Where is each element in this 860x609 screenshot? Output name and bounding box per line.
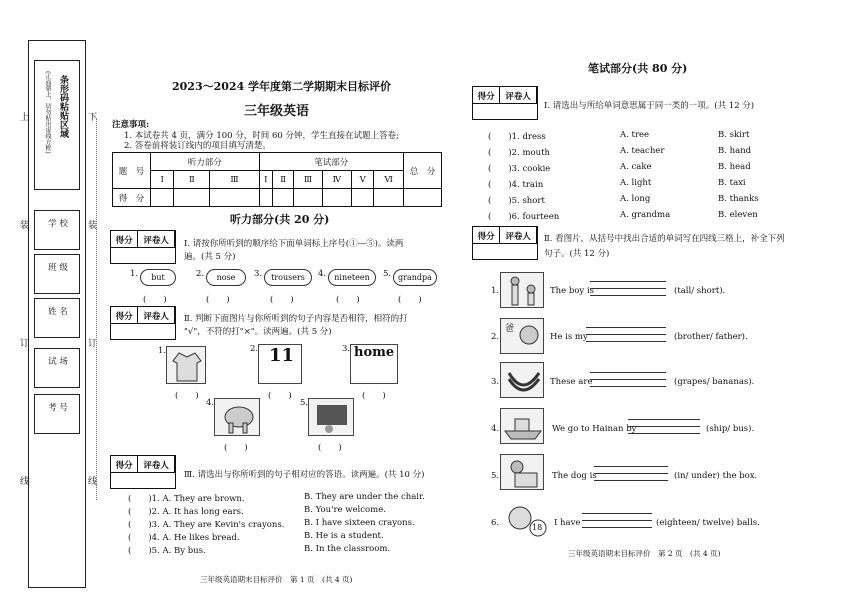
score-box-defen: 得分 [473, 87, 500, 104]
binding-char-zhuang-left: 装 [20, 221, 30, 231]
answer-line [582, 527, 652, 528]
answer-line [590, 386, 666, 387]
class-field[interactable] [34, 254, 80, 294]
option-a: A. tree [620, 130, 650, 140]
score-box-defen: 得分 [111, 456, 138, 473]
exam-room-field[interactable] [34, 348, 80, 388]
pic-num-1: 1. [158, 346, 167, 356]
score-col-l1: Ⅰ [151, 171, 174, 189]
score-cell[interactable] [352, 189, 374, 207]
answer-bracket[interactable]: ( ) [143, 295, 167, 305]
answer-option-b: B. He is a student. [304, 531, 384, 541]
option-a: A. long [620, 194, 651, 204]
answer-line[interactable] [628, 426, 700, 427]
score-cell[interactable] [404, 189, 442, 207]
writing-heading: 笔试部分(共 80 分) [588, 62, 688, 75]
exam-number-label: 考 号 [48, 403, 68, 413]
pic-home-text: home [354, 345, 395, 360]
word-bubble-2: nose [206, 269, 246, 286]
answer-bracket[interactable]: ( ) [398, 295, 422, 305]
pic-num-3: 3. [342, 344, 351, 354]
answer-line [594, 466, 668, 467]
word-num-1: 1. [130, 269, 139, 279]
sentence-num-5: 5. [491, 471, 500, 481]
sentence-4: We go to Hainan by [552, 424, 637, 434]
answer-bracket[interactable]: ( ) [175, 391, 199, 401]
question-row[interactable]: ( )2. mouth [488, 148, 550, 158]
binding-char-zhuang-right: 装 [88, 221, 98, 231]
option-a: A. light [620, 178, 652, 188]
listening-heading: 听力部分(共 20 分) [230, 213, 330, 226]
listening-1-instruction-line2: 遍。(共 5 分) [184, 252, 236, 262]
option-b: B. thanks [718, 194, 759, 204]
right-page-footer: 三年级英语期末目标评价 第 2 页 (共 4 页) [568, 549, 721, 558]
home-picture [350, 344, 398, 384]
answer-option-b: B. I have sixteen crayons. [304, 518, 415, 528]
score-box-l1 [110, 230, 176, 264]
sentence-2-options: (brother/ father). [674, 332, 748, 342]
answer-line[interactable] [586, 334, 666, 335]
score-col-l3: Ⅲ [210, 171, 259, 189]
score-col-w5: Ⅴ [352, 171, 374, 189]
score-table-listening: 听力部分 [151, 153, 260, 171]
father-picture [500, 318, 544, 354]
sentence-3: These are [550, 377, 593, 387]
note-1: 1. 本试卷共 4 页，满分 100 分，时间 60 分钟，学生直接在试题上答卷; [124, 131, 399, 141]
word-num-4: 4. [318, 269, 327, 279]
coat-picture [166, 346, 206, 384]
notes-label: 注意事项: [112, 120, 150, 130]
answer-option-b: B. In the classroom. [304, 544, 391, 554]
option-b: B. hand [718, 146, 752, 156]
classroom-picture [308, 398, 354, 436]
answer-bracket[interactable]: ( ) [268, 391, 292, 401]
binding-char-xian-left: 线 [20, 477, 30, 487]
answer-bracket[interactable]: ( ) [318, 443, 342, 453]
answer-line[interactable] [582, 520, 652, 521]
answer-line [628, 433, 700, 434]
barcode-note: (正面朝上，切勿贴出虚线方框) [44, 71, 51, 154]
score-col-w4: Ⅳ [322, 171, 351, 189]
sentence-5-options: (in/ under) the box. [674, 471, 758, 481]
option-a: A. grandma [620, 210, 671, 220]
number-eleven-picture [258, 344, 302, 384]
score-cell[interactable] [174, 189, 210, 207]
name-field[interactable] [34, 298, 80, 338]
sentence-num-2: 2. [491, 332, 500, 342]
note-2: 2. 答卷前将装订线内的项目填写清楚。 [124, 141, 271, 151]
word-bubble-5: grandpa [393, 269, 437, 286]
sentence-num-4: 4. [491, 424, 500, 434]
sentence-num-3: 3. [491, 377, 500, 387]
answer-bracket[interactable]: ( ) [224, 443, 248, 453]
score-table-writing: 笔试部分 [259, 153, 403, 171]
question-row[interactable]: ( )5. short [488, 196, 545, 206]
answer-line [594, 480, 668, 481]
binding-char-ding-right: 订 [88, 339, 98, 349]
balls-picture [504, 502, 548, 538]
dog-box-picture [500, 454, 544, 490]
exam-room-label: 试 场 [48, 357, 68, 367]
listening-3-instruction: Ⅲ. 请选出与你所听到的句子相对应的答语。读两遍。(共 10 分) [184, 470, 425, 480]
sentence-num-6: 6. [491, 518, 500, 528]
listening-1-instruction-line1: Ⅰ. 请按你所听到的顺序给下面单词标上序号(①—⑤)。读两 [184, 239, 404, 249]
answer-row[interactable]: ( )2. A. It has long ears. [128, 507, 244, 517]
ship-picture [500, 408, 544, 444]
sentence-1: The boy is [550, 286, 595, 296]
listening-2-instruction-line2: "√"，不符的打"×"。读两遍。(共 5 分) [184, 327, 332, 337]
score-box-reviewer: 评卷人 [500, 227, 537, 244]
writing-2-instruction-line1: Ⅱ. 看图片，从括号中找出合适的单词写在四线三格上，补全下列 [544, 234, 785, 244]
exam-number-field[interactable] [34, 394, 80, 434]
score-box-w2 [472, 226, 538, 260]
answer-row[interactable]: ( )3. A. They are Kevin's crayons. [128, 520, 285, 530]
sentence-6: I have [554, 518, 581, 528]
writing-2-instruction-line2: 句子。(共 12 分) [544, 249, 610, 259]
option-b: B. skirt [718, 130, 750, 140]
sentence-6-options: (eighteen/ twelve) balls. [656, 518, 760, 528]
score-cell[interactable] [294, 189, 323, 207]
bananas-picture [500, 362, 544, 398]
score-col-w6: Ⅵ [374, 171, 404, 189]
binding-char-bottom-right: 下 [88, 113, 98, 123]
score-box-l3 [110, 455, 176, 489]
question-row[interactable]: ( )6. fourteen [488, 212, 560, 222]
score-box-defen: 得分 [111, 231, 138, 248]
answer-line [628, 419, 700, 420]
score-cell[interactable] [151, 189, 174, 207]
barcode-label: 条形码粘贴区域 [58, 75, 68, 138]
answer-line [586, 327, 666, 328]
answer-option-b: B. You're welcome. [304, 505, 386, 515]
left-page-footer: 三年级英语期末目标评价 第 1 页 (共 4 页) [200, 575, 353, 584]
answer-row[interactable]: ( )5. A. By bus. [128, 546, 206, 556]
score-box-defen: 得分 [111, 307, 138, 324]
answer-line [590, 295, 666, 296]
sentence-4-options: (ship/ bus). [706, 424, 755, 434]
score-box-reviewer: 评卷人 [138, 231, 175, 248]
answer-bracket[interactable]: ( ) [362, 391, 386, 401]
pic-num-4: 4. [206, 398, 215, 408]
score-cell[interactable] [210, 189, 259, 207]
answer-line[interactable] [594, 473, 668, 474]
score-box-reviewer: 评卷人 [138, 307, 175, 324]
score-cell[interactable] [322, 189, 351, 207]
answer-row[interactable]: ( )1. A. They are brown. [128, 494, 245, 504]
word-bubble-4: nineteen [328, 269, 376, 286]
score-box-defen: 得分 [473, 227, 500, 244]
school-label: 学 校 [48, 219, 68, 229]
option-b: B. head [718, 162, 751, 172]
exam-title: 2023～2024 学年度第二学期期末目标评价 [172, 80, 392, 93]
answer-line [590, 372, 666, 373]
answer-bracket[interactable]: ( ) [336, 295, 360, 305]
answer-line[interactable] [590, 379, 666, 380]
score-box-w1 [472, 86, 538, 120]
option-b: B. taxi [718, 178, 746, 188]
answer-line [586, 341, 666, 342]
score-cell[interactable] [374, 189, 404, 207]
answer-option-b: B. They are under the chair. [304, 492, 425, 502]
tall-short-picture [500, 272, 544, 308]
answer-row[interactable]: ( )4. A. He likes bread. [128, 533, 240, 543]
score-box-reviewer: 评卷人 [500, 87, 537, 104]
score-table-defen: 得 分 [113, 189, 151, 207]
score-table-row-label: 题 号 [113, 153, 151, 189]
pic-father-char: 爸 [505, 324, 515, 334]
answer-line [590, 281, 666, 282]
sentence-5: The dog is [552, 471, 597, 481]
pic-eighteen-text: 18 [532, 523, 543, 532]
score-col-l2: Ⅱ [174, 171, 210, 189]
writing-1-instruction: Ⅰ. 请选出与所给单词意思属于同一类的一项。(共 12 分) [544, 101, 755, 111]
class-label: 班 级 [48, 263, 68, 273]
sentence-num-1: 1. [491, 286, 500, 296]
score-cell[interactable] [273, 189, 294, 207]
word-bubble-3: trousers [264, 269, 312, 286]
pic-num-5: 5. [300, 398, 309, 408]
sentence-3-options: (grapes/ bananas). [674, 377, 755, 387]
binding-dotted-line [96, 118, 97, 500]
answer-line [582, 513, 652, 514]
answer-bracket[interactable]: ( ) [270, 295, 294, 305]
score-col-w2: Ⅱ [273, 171, 294, 189]
word-num-5: 5. [383, 269, 392, 279]
sentence-1-options: (tall/ short). [674, 286, 726, 296]
barcode-area [34, 60, 80, 190]
sentence-2: He is my [550, 332, 588, 342]
elephant-picture [214, 398, 260, 436]
score-col-w1: Ⅰ [259, 171, 273, 189]
binding-char-xian-right: 线 [88, 477, 98, 487]
binding-char-top-left: 上 [20, 113, 30, 123]
score-box-l2 [110, 306, 176, 340]
word-num-2: 2. [196, 269, 205, 279]
question-row[interactable]: ( )4. train [488, 180, 544, 190]
word-bubble-1: but [140, 269, 176, 286]
question-row[interactable]: ( )1. dress [488, 132, 546, 142]
pic-eleven-text: 11 [269, 345, 295, 366]
score-table [112, 152, 442, 207]
binding-char-ding-left: 订 [20, 339, 30, 349]
score-col-w3: Ⅲ [294, 171, 323, 189]
answer-line[interactable] [590, 288, 666, 289]
score-box-reviewer: 评卷人 [138, 456, 175, 473]
exam-subject: 三年级英语 [244, 104, 310, 119]
score-table-total: 总 分 [404, 153, 442, 189]
option-b: B. eleven [718, 210, 758, 220]
name-label: 姓 名 [48, 307, 68, 317]
question-row[interactable]: ( )3. cookie [488, 164, 551, 174]
score-cell[interactable] [259, 189, 273, 207]
option-a: A. cake [620, 162, 652, 172]
listening-2-instruction-line1: Ⅱ. 判断下面图片与你所听到的句子内容是否相符，相符的打 [184, 314, 408, 324]
school-field[interactable] [34, 210, 80, 250]
word-num-3: 3. [254, 269, 263, 279]
answer-bracket[interactable]: ( ) [206, 295, 230, 305]
option-a: A. teacher [620, 146, 665, 156]
pic-num-2: 2. [250, 344, 259, 354]
